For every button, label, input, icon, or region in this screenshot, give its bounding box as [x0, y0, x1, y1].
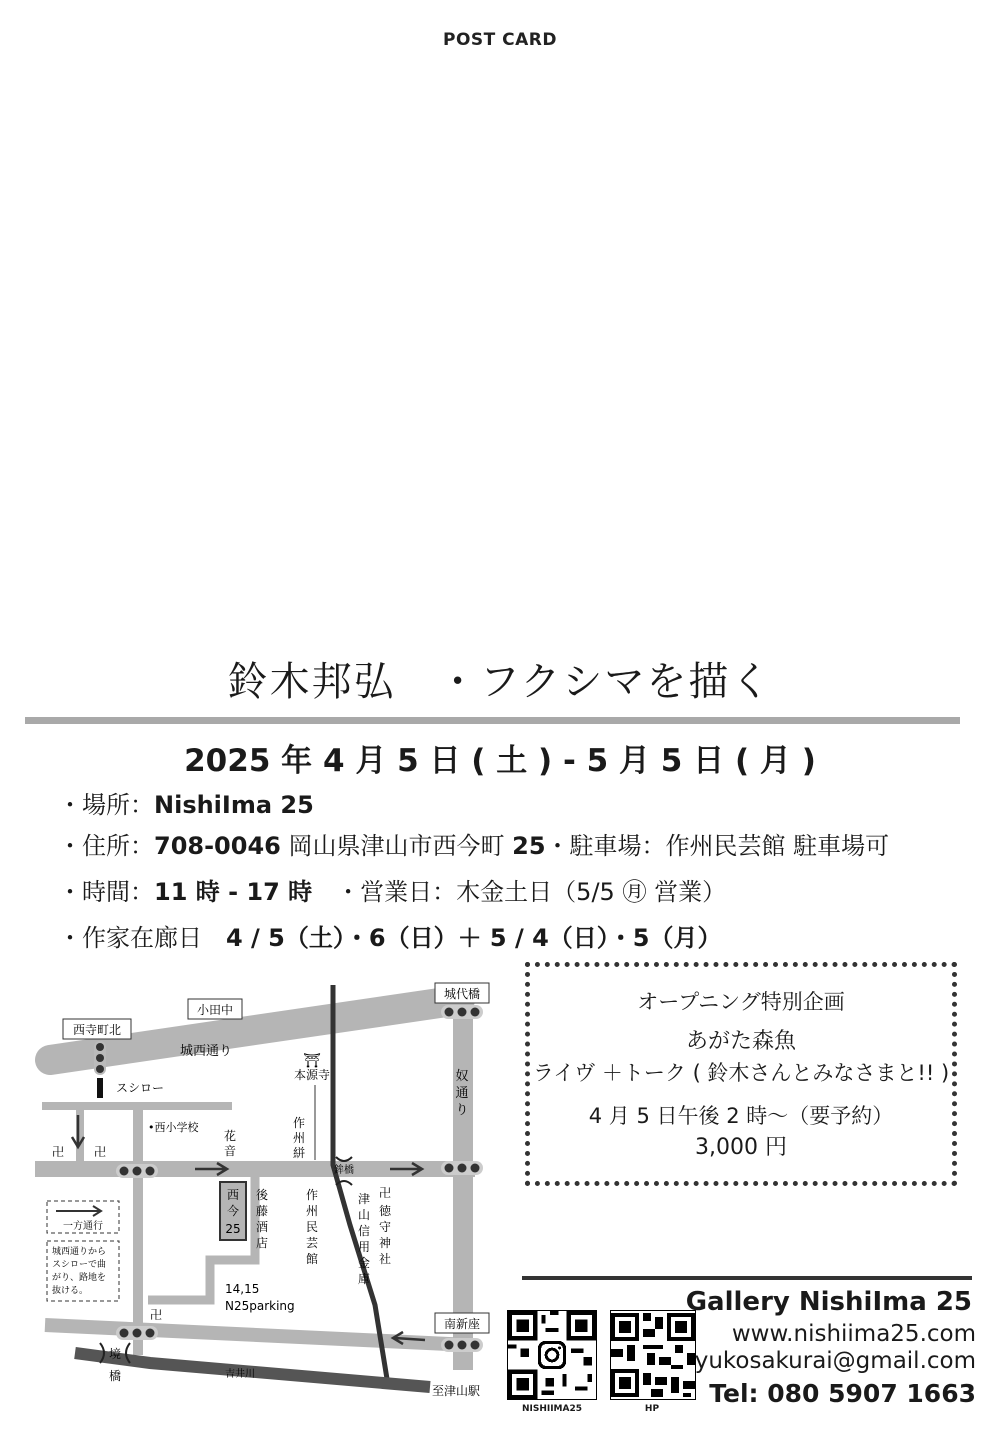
map-label-station: 至津山駅	[432, 1384, 481, 1398]
address-number: 25	[512, 832, 546, 860]
map-label-nishidera: 西寺町北	[72, 1023, 122, 1037]
venue-label: ・場所：	[58, 791, 154, 819]
telephone-number[interactable]: Tel: 080 5907 1663	[709, 1379, 976, 1408]
map-goto-1: 後	[255, 1188, 269, 1202]
temple-icon: 卍	[378, 1186, 392, 1200]
side-street-west	[133, 1110, 143, 1355]
map-nishiima-3: 25	[225, 1222, 241, 1236]
hours-value: 11 時 - 17 時	[154, 878, 313, 906]
info-hours	[58, 872, 726, 907]
map-note-2: スシローで曲	[52, 1260, 107, 1270]
map-nishiima-1: 西	[226, 1188, 240, 1202]
map-label-yakko-3: り	[455, 1103, 469, 1118]
map-bank-2: 山	[357, 1208, 371, 1222]
postcard-label: POST CARD	[442, 30, 557, 50]
event-live-talk: ライヴ ＋トーク ( 鈴木さんとみなさまと!! )	[532, 1061, 950, 1085]
map-mingei-5: 館	[305, 1252, 319, 1266]
map-label-sakai-1: 境	[108, 1347, 122, 1361]
map-shrine-3: 神	[378, 1236, 392, 1250]
map-bank-5: 金	[357, 1256, 371, 1270]
temple-icon: 卍	[52, 1145, 65, 1159]
contact-divider	[522, 1276, 972, 1280]
map-goto-3: 酒	[255, 1220, 269, 1234]
map-label-yakko-1: 奴	[455, 1069, 469, 1084]
side-street-top	[42, 1102, 232, 1110]
address-label: ・住所：	[58, 832, 154, 860]
map-label-joshiro: 城代橋	[443, 987, 481, 1001]
map-label-kasuri-1: 作	[292, 1116, 306, 1130]
map-nishiima-2: 今	[226, 1204, 240, 1218]
email-link[interactable]: yukosakurai@gmail.com	[694, 1348, 976, 1374]
map-mingei-1: 作	[305, 1188, 319, 1202]
venue-value: NishiIma 25	[154, 791, 314, 819]
gallery-name: Gallery NishiIma 25	[685, 1287, 972, 1317]
map-mingei-4: 芸	[305, 1236, 319, 1250]
map-bank-4: 用	[357, 1240, 371, 1254]
map-bank-1: 津	[357, 1192, 371, 1206]
qr-homepage-label: HP	[644, 1404, 660, 1414]
address-zip: 708-0046	[154, 832, 281, 860]
traffic-light-icon	[441, 1005, 483, 1019]
map-mingei-2: 州	[305, 1204, 319, 1218]
map-label-sushiro: スシロー	[116, 1081, 165, 1095]
map-mingei-3: 民	[305, 1220, 319, 1234]
info-artist-days	[58, 918, 722, 953]
map-shrine-1: 徳	[378, 1204, 392, 1218]
access-map	[30, 975, 500, 1415]
map-label-yakko-2: 通	[455, 1086, 469, 1101]
website-link[interactable]: www.nishiima25.com	[731, 1321, 976, 1347]
map-shrine-2: 守	[378, 1220, 392, 1234]
map-label-school: •西小学校	[148, 1121, 199, 1134]
info-address	[58, 826, 889, 861]
address-text: 岡山県津山市西今町	[280, 832, 513, 860]
info-venue	[58, 785, 314, 820]
map-shrine-4: 社	[378, 1252, 392, 1266]
temple-icon: 卍	[94, 1145, 107, 1159]
map-label-sakai-2: 橋	[108, 1369, 122, 1383]
artist-days-value: 4 / 5（土）・6（日）＋ 5 / 4（日）・5（月）	[226, 924, 722, 952]
traffic-light-icon	[94, 1041, 106, 1075]
map-note-3: がり、路地を	[52, 1273, 107, 1283]
railway-line	[333, 985, 388, 1385]
map-note-1: 城西通りから	[52, 1247, 107, 1257]
exhibition-dates: 2025 年 4 月 5 日 ( 土 ) - 5 月 5 日 ( 月 )	[184, 743, 816, 779]
south-road	[45, 1325, 470, 1345]
event-title: オープニング特別企画	[637, 990, 845, 1014]
map-parking-no: 14,15	[225, 1282, 260, 1296]
temple-icon: 卍	[150, 1308, 163, 1322]
map-goto-2: 藤	[255, 1204, 269, 1218]
open-days: ・営業日：木金土日（5/5 ㊊ 営業）	[312, 878, 727, 906]
map-label-josai-street: 城西通り	[180, 1044, 233, 1059]
map-parking-label: N25parking	[225, 1299, 295, 1313]
map-goto-4: 店	[255, 1236, 269, 1250]
title-divider	[25, 717, 960, 724]
map-label-hanaon-1: 花	[223, 1129, 237, 1143]
map-label-kasuri-3: 絣	[292, 1146, 306, 1160]
exhibition-title: 鈴木邦弘 ・フクシマを描く	[227, 659, 773, 705]
parking-info: ・駐車場：作州民芸館 駐車場可	[545, 832, 890, 860]
map-note-4: 抜ける。	[52, 1286, 89, 1296]
traffic-light-icon	[116, 1326, 158, 1340]
artist-days-label: ・作家在廊日	[58, 924, 226, 952]
map-bank-6: 庫	[357, 1272, 371, 1286]
map-label-odanaka: 小田中	[196, 1003, 234, 1017]
map-label-hongenji: 本源寺	[293, 1068, 331, 1082]
qr-instagram-label: NISHIIMA25	[521, 1404, 583, 1414]
qr-instagram[interactable]	[507, 1310, 597, 1400]
event-price: 3,000 円	[695, 1135, 787, 1160]
map-label-kasuri-2: 州	[292, 1131, 306, 1145]
traffic-light-icon	[441, 1161, 483, 1175]
hours-label: ・時間：	[58, 878, 154, 906]
map-label-kamabashi: 鉾橋	[334, 1165, 354, 1176]
map-label-hanaon-2: 音	[223, 1144, 237, 1158]
map-label-river: 吉井川	[225, 1369, 255, 1380]
traffic-light-icon	[116, 1164, 158, 1178]
torii-icon: ⛩	[303, 1053, 321, 1069]
map-label-minamishinza: 南新座	[443, 1317, 481, 1331]
event-artist: あがた森魚	[685, 1029, 796, 1054]
event-datetime: 4 月 5 日午後 2 時～（要予約）	[588, 1104, 894, 1128]
map-bank-3: 信	[357, 1224, 371, 1238]
map-label-oneway: 一方通行	[63, 1221, 103, 1232]
traffic-light-icon	[441, 1338, 483, 1352]
